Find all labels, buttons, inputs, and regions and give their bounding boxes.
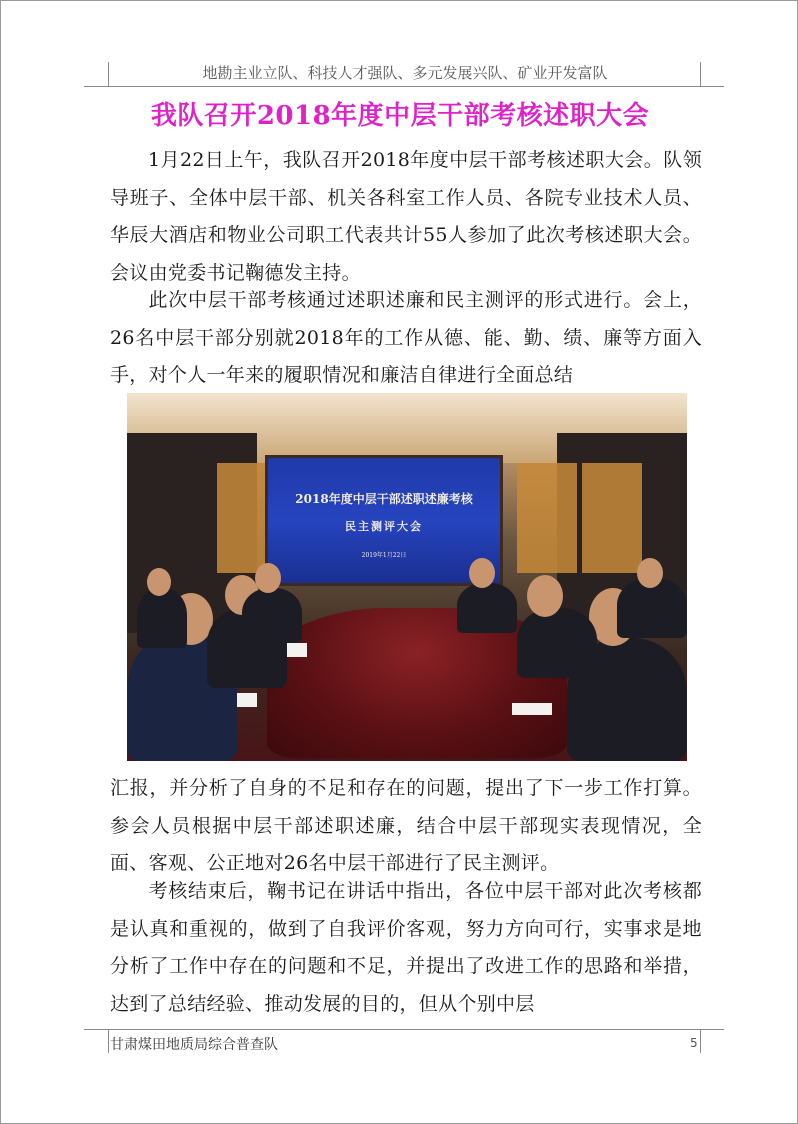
attendee-head [147,568,171,596]
crop-mark-bottom-right-v [700,1029,701,1053]
paragraph-2 [110,282,702,395]
paragraph-4-text: 考核结束后，鞠书记在讲话中指出，各位中层干部对此次考核都是认真和重视的，做到了自我评价客观，努力方向可行，实事求是地分析了工作中存在的问题和不足，并提出了改进工作的思路和举措，达到了总结经验、推动发展的目的，但从个别中层 [110,880,702,1015]
footer-rule [108,1029,700,1030]
page-number: 5 [690,1036,698,1050]
crop-mark-top-left-v [108,62,109,86]
attendee [457,583,517,633]
crop-mark-top-left-h [84,86,108,87]
crop-mark-bottom-right-h [700,1029,724,1030]
attendee [242,588,302,643]
crop-mark-top-right-h [700,86,724,87]
paragraph-1-text: 1月22日上午，我队召开2018年度中层干部考核述职大会。队领导班子、全体中层干部、机关各科室工作人员、各院专业技术人员、华辰大酒店和物业公司职工代表共计55人参加了此次考核述职大会。会议由党委书记鞠德发主持。 [110,149,702,284]
photo-panel [582,463,642,573]
paragraph-4 [110,873,702,1023]
paragraph-1 [110,142,702,292]
screen-title: 2018年度中层干部述职述廉考核 [295,492,473,506]
attendee-head [637,558,663,588]
screen-subtitle: 民主测评大会 [345,520,423,533]
screen-date: 2019年1月22日 [361,552,407,559]
attendee-head [255,563,281,593]
document-paper [512,703,552,715]
projection-screen [265,455,503,586]
attendee-head [469,558,495,588]
meeting-photo [127,393,687,761]
photo-panel [517,463,577,573]
paragraph-3-text: 汇报，并分析了自身的不足和存在的问题，提出了下一步工作打算。参会人员根据中层干部述职述廉，结合中层干部现实表现情况，全面、客观、公正地对26名中层干部进行了民主测评。 [110,777,702,874]
crop-mark-bottom-left-h [84,1029,108,1030]
crop-mark-bottom-left-v [108,1029,109,1053]
attendee [137,588,187,648]
crop-mark-top-right-v [700,62,701,86]
article-title: 我队召开2018年度中层干部考核述职大会 [150,101,650,131]
attendee-head [527,575,563,617]
paragraph-2-text: 此次中层干部考核通过述职述廉和民主测评的形式进行。会上，26名中层干部分别就2018年的工作从德、能、勤、绩、廉等方面入手，对个人一年来的履职情况和廉洁自律进行全面总结 [110,289,702,386]
header-rule [108,86,700,87]
footer-organization: 甘肃煤田地质局综合普查队 [110,1037,278,1053]
paragraph-3 [110,770,702,883]
header-slogan: 地勘主业立队、科技人才强队、多元发展兴队、矿业开发富队 [202,64,608,82]
attendee [517,608,597,678]
